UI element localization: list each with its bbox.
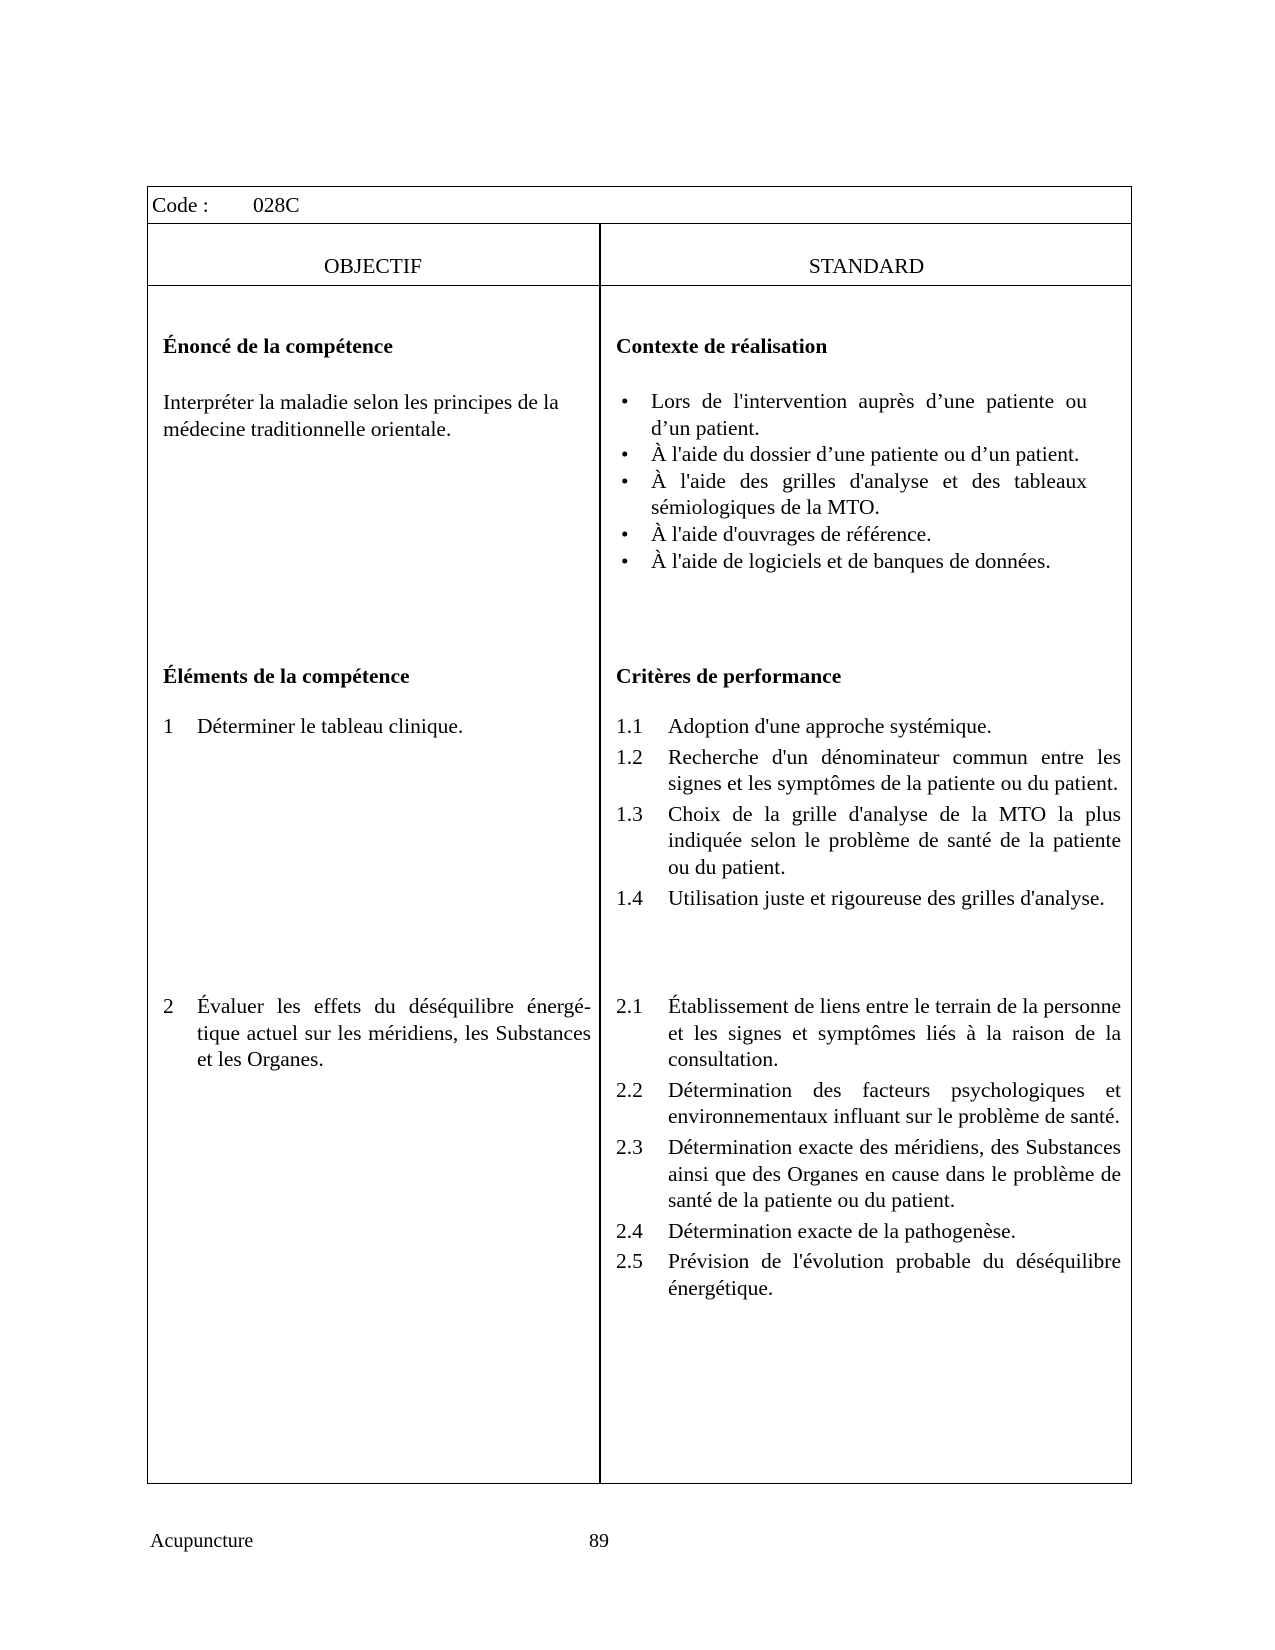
contexte-title: Contexte de réalisation [616, 334, 828, 358]
enonce-title: Énoncé de la compétence [163, 334, 393, 358]
bullet-icon: • [621, 548, 629, 573]
critere-item: 2.2 Détermination des facteurs psychologiques et environnementaux influant sur le problème de santé. [616, 1077, 1121, 1129]
enonce-text: Interpréter la maladie selon les principes de la médecine traditionnelle orientale. [163, 390, 559, 441]
criteres-group-1 [616, 713, 1121, 915]
critere-item: 1.4 Utilisation juste et rigoureuse des grilles d'analyse. [616, 885, 1105, 910]
divider [147, 223, 1132, 224]
bullet-icon: • [621, 521, 629, 546]
critere-item: 1.1 Adoption d'une approche systémique. [616, 714, 992, 738]
critere-item: 2.1 Établissement de liens entre le terrain de la personne et les signes et symptômes liés à la raison de la consultation. [616, 994, 1121, 1072]
list-item: • À l'aide d'ouvrages de référence. [621, 521, 932, 546]
contexte-list [621, 388, 1087, 574]
critere-item: 1.3 Choix de la grille d'analyse de la MTO la plus indiquée selon le problème de santé de la patiente ou du patient. [616, 801, 1121, 879]
element-2: 2 Évaluer les effets du déséquilibre énergé-tique actuel sur les méridiens, les Substances et les Organes. [163, 994, 591, 1072]
criteres-title: Critères de performance [616, 664, 842, 688]
bullet-icon: • [621, 389, 629, 413]
bullet-icon: • [621, 468, 629, 493]
criteres-group-2 [616, 993, 1121, 1306]
code-label: Code : [152, 193, 209, 217]
list-item: • À l'aide de logiciels et de banques de données. [621, 548, 1051, 573]
critere-item: 2.3 Détermination exacte des méridiens, des Substances ainsi que des Organes en cause dans le problème de santé de la patiente ou du patient. [616, 1134, 1121, 1213]
header-standard: STANDARD [808, 254, 925, 278]
column-divider [599, 223, 601, 1484]
list-item: • Lors de l'intervention auprès d’une patiente ou d’un patient. [621, 389, 1087, 440]
element-1: 1 Déterminer le tableau clinique. [163, 714, 464, 738]
critere-item: 1.2 Recherche d'un dénominateur commun entre les signes et les symptômes de la patiente ou du patient. [616, 744, 1121, 796]
list-item: • À l'aide du dossier d’une patiente ou d’un patient. [621, 442, 1080, 467]
footer-title: Acupuncture [150, 1530, 254, 1552]
critere-item: 2.4 Détermination exacte de la pathogenèse. [616, 1218, 1017, 1243]
bullet-icon: • [621, 442, 629, 467]
page-number: 89 [589, 1530, 609, 1552]
critere-item: 2.5 Prévision de l'évolution probable du déséquilibre énergétique. [616, 1249, 1121, 1300]
header-objectif: OBJECTIF [324, 254, 422, 278]
elements-title: Éléments de la compétence [163, 664, 410, 688]
code-value: 028C [253, 193, 300, 217]
divider [147, 285, 1132, 286]
list-item: • À l'aide des grilles d'analyse et des tableaux sémiologiques de la MTO. [621, 468, 1087, 520]
